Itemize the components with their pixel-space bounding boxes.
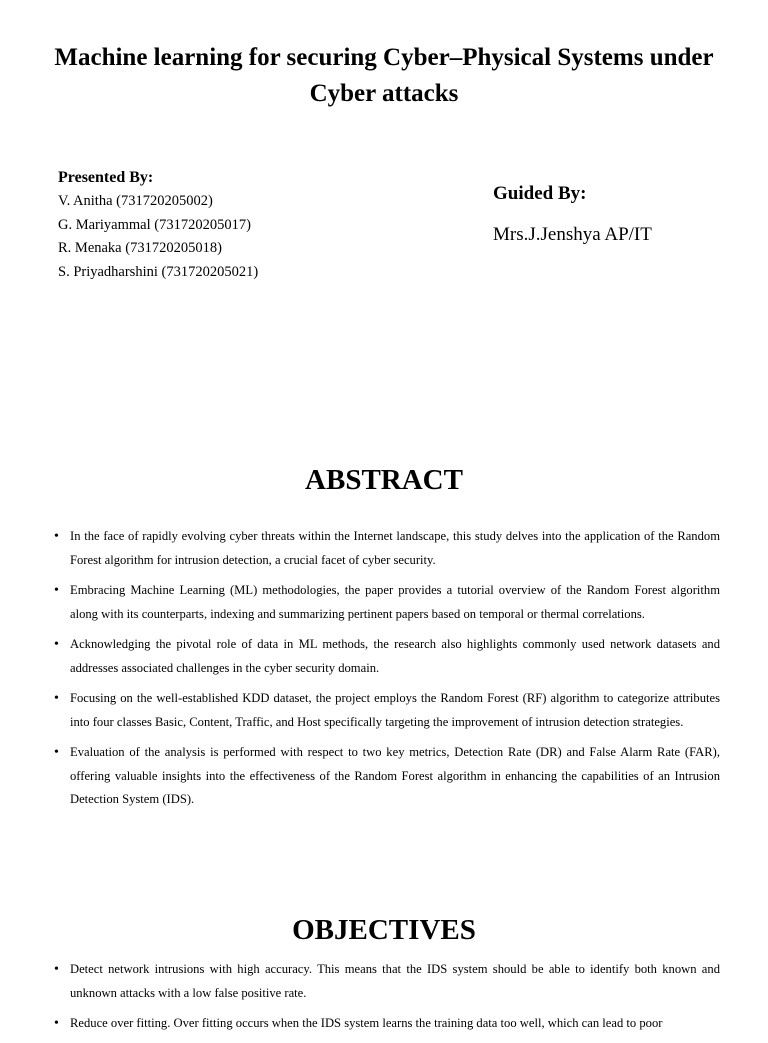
bullet-icon: • — [54, 637, 59, 652]
abstract-item-text: Focusing on the well-established KDD dataset, the project employs the Random Forest (RF) algorithm to categorize attributes into four classes Basic, Content, Traffic, and Host specifically targeting the improvement of intrusion detection strategies. — [70, 691, 720, 729]
presenter-name: S. Priyadharshini (731720205021) — [58, 263, 259, 280]
presented-by-heading: Presented By: — [58, 169, 154, 186]
abstract-item — [50, 579, 720, 626]
abstract-item — [50, 687, 720, 734]
abstract-item — [50, 633, 720, 680]
bullet-icon: • — [54, 583, 59, 598]
page-title: Machine learning for securing Cyber–Physical Systems under Cyber attacks — [54, 44, 714, 107]
objective-item — [50, 958, 720, 1005]
abstract-item — [50, 525, 720, 572]
objectives-heading: OBJECTIVES — [292, 914, 476, 946]
bullet-icon: • — [54, 745, 59, 760]
abstract-item-text: In the face of rapidly evolving cyber threats within the Internet landscape, this study delves into the application of the Random Forest algorithm for intrusion detection, a crucial facet of cyber security. — [70, 529, 720, 567]
presenter-list — [58, 190, 438, 284]
presenter-name: V. Anitha (731720205002) — [58, 193, 213, 209]
guided-by-heading: Guided By: — [493, 183, 587, 204]
abstract-item-text: Evaluation of the analysis is performed with respect to two key metrics, Detection Rate (DR) and False Alarm Rate (FAR), offering valuable insights into the effectiveness of the Random Forest algorithm in enhancing the capabilities of an Intrusion Detection System (IDS). — [70, 745, 720, 806]
abstract-item-text: Acknowledging the pivotal role of data in ML methods, the research also highlights commonly used network datasets and addresses associated challenges in the cyber security domain. — [70, 637, 720, 675]
guide-name: Mrs.J.Jenshya AP/IT — [493, 224, 652, 245]
bullet-icon: • — [54, 962, 59, 977]
abstract-list — [50, 525, 720, 819]
bullet-icon: • — [54, 1016, 59, 1031]
objectives-list — [50, 958, 720, 1043]
presented-by-block — [58, 166, 438, 284]
abstract-item-text: Embracing Machine Learning (ML) methodologies, the paper provides a tutorial overview of the Random Forest algorithm along with its counterparts, indexing and summarizing pertinent papers based on temporal or thermal correlations. — [70, 583, 720, 621]
presenter-name: R. Menaka (731720205018) — [58, 240, 222, 256]
guided-by-block — [493, 180, 753, 248]
abstract-item — [50, 741, 720, 812]
presenter-name: G. Mariyammal (731720205017) — [58, 216, 251, 233]
objective-item-text: Detect network intrusions with high accuracy. This means that the IDS system should be able to identify both known and unknown attacks with a low false positive rate. — [70, 962, 720, 1000]
bullet-icon: • — [54, 691, 59, 706]
abstract-heading: ABSTRACT — [305, 464, 463, 496]
bullet-icon: • — [54, 529, 59, 544]
objective-item-text: Reduce over fitting. Over fitting occurs when the IDS system learns the training data too well, which can lead to poor — [70, 1016, 663, 1030]
